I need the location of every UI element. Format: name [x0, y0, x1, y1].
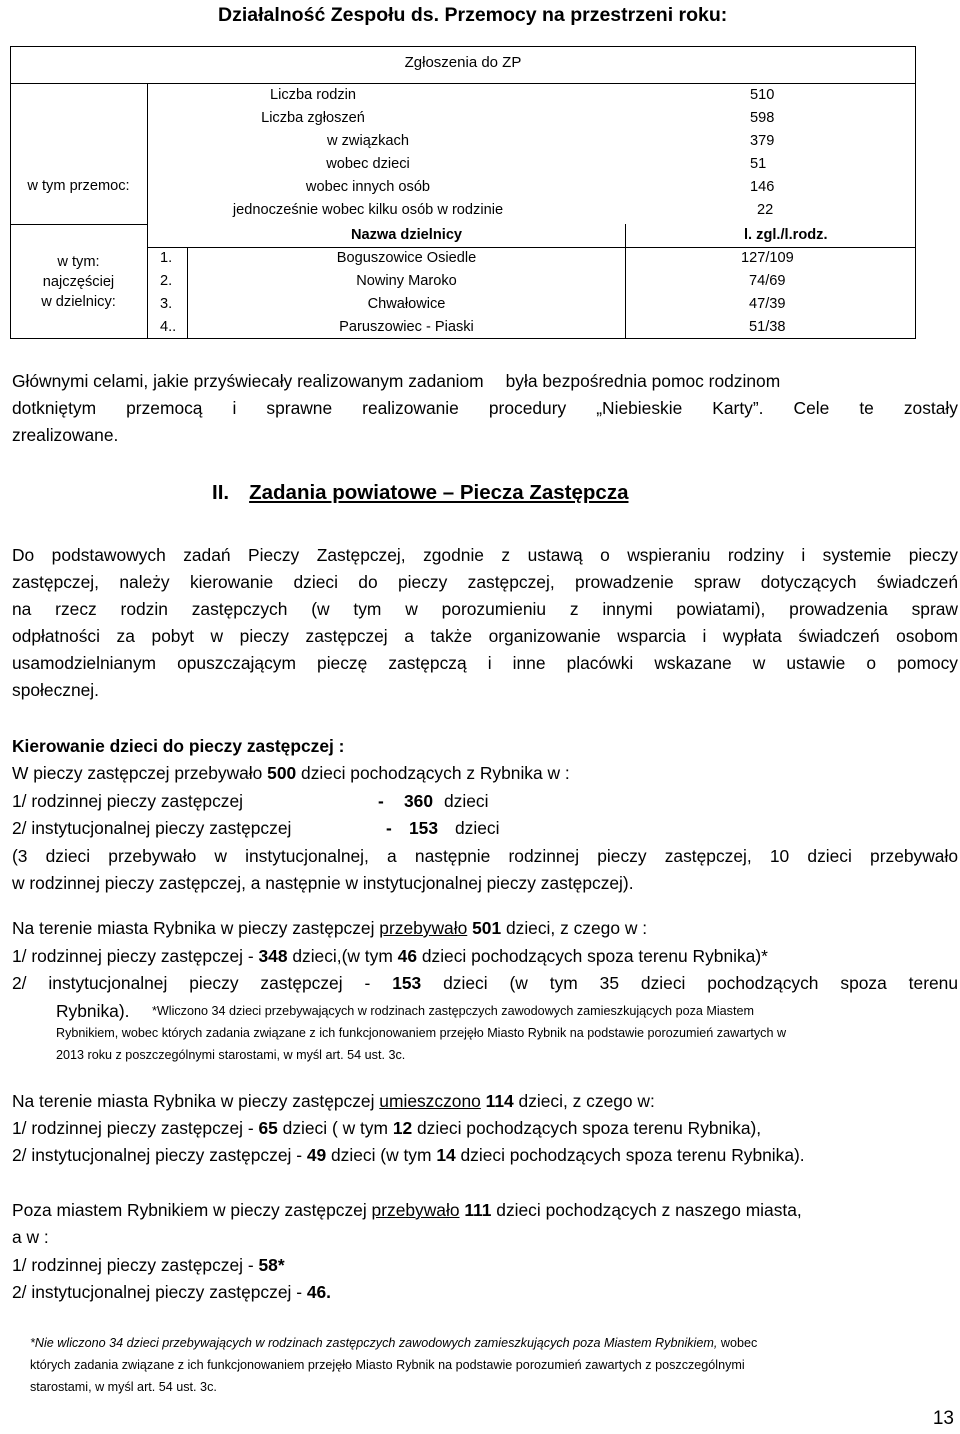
- outside-line-1: Poza miastem Rybnikiem w pieczy zastępczej przebywało 111 dzieci pochodzących z naszego miasta,: [12, 1200, 802, 1220]
- intro-line: odpłatności za pobyt w pieczy zastępczej a także organizowanie wsparcia i wypłata świadczeń osobom: [12, 626, 958, 646]
- district-num: 4..: [160, 319, 177, 335]
- city-placed-line-1: Na terenie miasta Rybnika w pieczy zastępczej umieszczono 114 dzieci, z czego w:: [12, 1091, 655, 1111]
- city-stay-note: 2013 roku z poszczególnymi starostami, w myśl art. 54 ust. 3c.: [56, 1048, 406, 1062]
- intro-line: zastępczej, należy kierowanie dzieci do pieczy zastępczej, prowadzenie spraw dotyczących świadczeń: [12, 572, 958, 592]
- table-row-value: 146: [750, 179, 775, 195]
- table-row-value: 379: [750, 133, 775, 149]
- row-families-label: Liczba rodzin: [270, 87, 356, 103]
- table-row-value: 22: [757, 202, 774, 218]
- district-value: 74/69: [749, 273, 786, 289]
- section-title: Zadania powiatowe – Piecza Zastępcza: [249, 481, 629, 504]
- outside-line-4: 2/ instytucjonalnej pieczy zastępczej - 46.: [12, 1282, 332, 1302]
- district-num: 1.: [160, 250, 173, 266]
- district-name: Paruszowiec - Piaski: [339, 319, 474, 335]
- row-reports-label: Liczba zgłoszeń: [261, 110, 365, 126]
- table-row: jednocześnie wobec kilku osób w rodzinie: [232, 202, 504, 218]
- referral-line-3: 2/ instytucjonalnej pieczy zastępczej - 153 dzieci: [12, 818, 500, 838]
- table-row: wobec innych osób: [305, 179, 431, 195]
- referral-line-5: w rodzinnej pieczy zastępczej, a następnie w instytucjonalnej pieczy zastępczej).: [12, 873, 634, 893]
- table-row-value: 51: [750, 156, 767, 172]
- referral-line-4: (3 dzieci przebywało w instytucjonalnej, a następnie rodzinnej pieczy zastępczej, 10 dzieci przebywało: [12, 846, 958, 866]
- table-row: w związkach: [327, 133, 409, 149]
- intro-line: usamodzielnianym opuszczającym pieczę zastępczą i inne placówki wskazane w ustawie o pomocy: [12, 653, 958, 673]
- district-value: 127/109: [741, 250, 794, 266]
- page-title: Działalność Zespołu ds. Przemocy na przestrzeni roku:: [218, 4, 728, 26]
- city-stay-line-4: Rybnika).: [56, 1001, 130, 1021]
- district-name: Nowiny Maroko: [356, 273, 457, 289]
- group1-label: w tym przemoc:: [27, 178, 130, 194]
- district-name: Chwałowice: [367, 296, 446, 312]
- intro-line: na rzecz rodzin zastępczych (w tym w porozumieniu z innymi powiatami), prowadzenia spraw: [12, 599, 958, 619]
- outside-line-3: 1/ rodzinnej pieczy zastępczej - 58*: [12, 1255, 285, 1275]
- referral-line-2: 1/ rodzinnej pieczy zastępczej - 360 dzieci: [12, 791, 489, 811]
- goals-line-3: zrealizowane.: [12, 425, 119, 445]
- footnote-line-3: starostami, w myśl art. 54 ust. 3c.: [30, 1380, 217, 1394]
- goals-line-2: dotkniętym przemocą i sprawne realizowanie procedury „Niebieskie Karty”. Cele te zostały: [12, 398, 958, 418]
- referral-line-1: W pieczy zastępczej przebywało 500 dzieci pochodzących z Rybnika w :: [12, 763, 570, 783]
- referral-heading: Kierowanie dzieci do pieczy zastępczej :: [12, 736, 345, 756]
- goals-line-1: Głównymi celami, jakie przyświecały realizowanym zadaniom była bezpośrednia pomoc rodzinom: [12, 371, 781, 391]
- district-value: 47/39: [749, 296, 786, 312]
- footnote-line-2: których zadania związane z ich funkcjonowaniem przejęło Miasto Rybnik na podstawie porozumień zawartych z poszczególnymi: [30, 1358, 745, 1372]
- table-header: Zgłoszenia do ZP: [404, 54, 522, 71]
- city-placed-line-2: 1/ rodzinnej pieczy zastępczej - 65 dzieci ( w tym 12 dzieci pochodzących spoza terenu Rybnika),: [12, 1118, 762, 1138]
- city-stay-line-3: 2/ instytucjonalnej pieczy zastępczej - 153 dzieci (w tym 35 dzieci pochodzących spoza terenu: [12, 973, 958, 993]
- district-value: 51/38: [749, 319, 786, 335]
- footnote-line-1: *Nie wliczono 34 dzieci przebywających w rodzinach zastępczych zawodowych zamieszkujących poza Miastem Rybnikiem, wobec: [30, 1336, 758, 1350]
- table-row: wobec dzieci: [326, 156, 410, 172]
- city-stay-line-1: Na terenie miasta Rybnika w pieczy zastępczej przebywało 501 dzieci, z czego w :: [12, 918, 648, 938]
- outside-line-2: a w :: [12, 1227, 49, 1247]
- districts-header-label: Nazwa dzielnicy: [350, 227, 463, 243]
- city-stay-note: *Wliczono 34 dzieci przebywających w rodzinach zastępczych zawodowych zamieszkujących poza Miastem: [152, 1004, 754, 1018]
- row-families-value: 510: [750, 87, 775, 103]
- intro-line: społecznej.: [12, 680, 100, 700]
- district-num: 2.: [160, 273, 173, 289]
- row-reports-value: 598: [750, 110, 775, 126]
- reports-table: [10, 46, 916, 339]
- section-heading: II. Zadania powiatowe – Piecza Zastępcza: [212, 481, 629, 504]
- group2-label: w tym: najczęściej w dzielnicy:: [41, 254, 116, 310]
- districts-header-value: l. zgl./l.rodz.: [744, 227, 828, 243]
- district-name: Boguszowice Osiedle: [336, 250, 477, 266]
- district-num: 3.: [160, 296, 173, 312]
- city-stay-note: Rybnikiem, wobec których zadania związane z ich funkcjonowaniem przejęło Miasto Rybnik na podstawie porozumień zawartych w: [56, 1026, 787, 1040]
- city-stay-line-2: 1/ rodzinnej pieczy zastępczej - 348 dzieci,(w tym 46 dzieci pochodzących spoza terenu Rybnika)*: [12, 946, 768, 966]
- page-number: 13: [932, 1408, 954, 1429]
- city-placed-line-3: 2/ instytucjonalnej pieczy zastępczej - 49 dzieci (w tym 14 dzieci pochodzących spoza terenu Rybnika).: [12, 1145, 805, 1165]
- intro-line: Do podstawowych zadań Pieczy Zastępczej, zgodnie z ustawą o wspieraniu rodziny i systemie pieczy: [12, 545, 958, 565]
